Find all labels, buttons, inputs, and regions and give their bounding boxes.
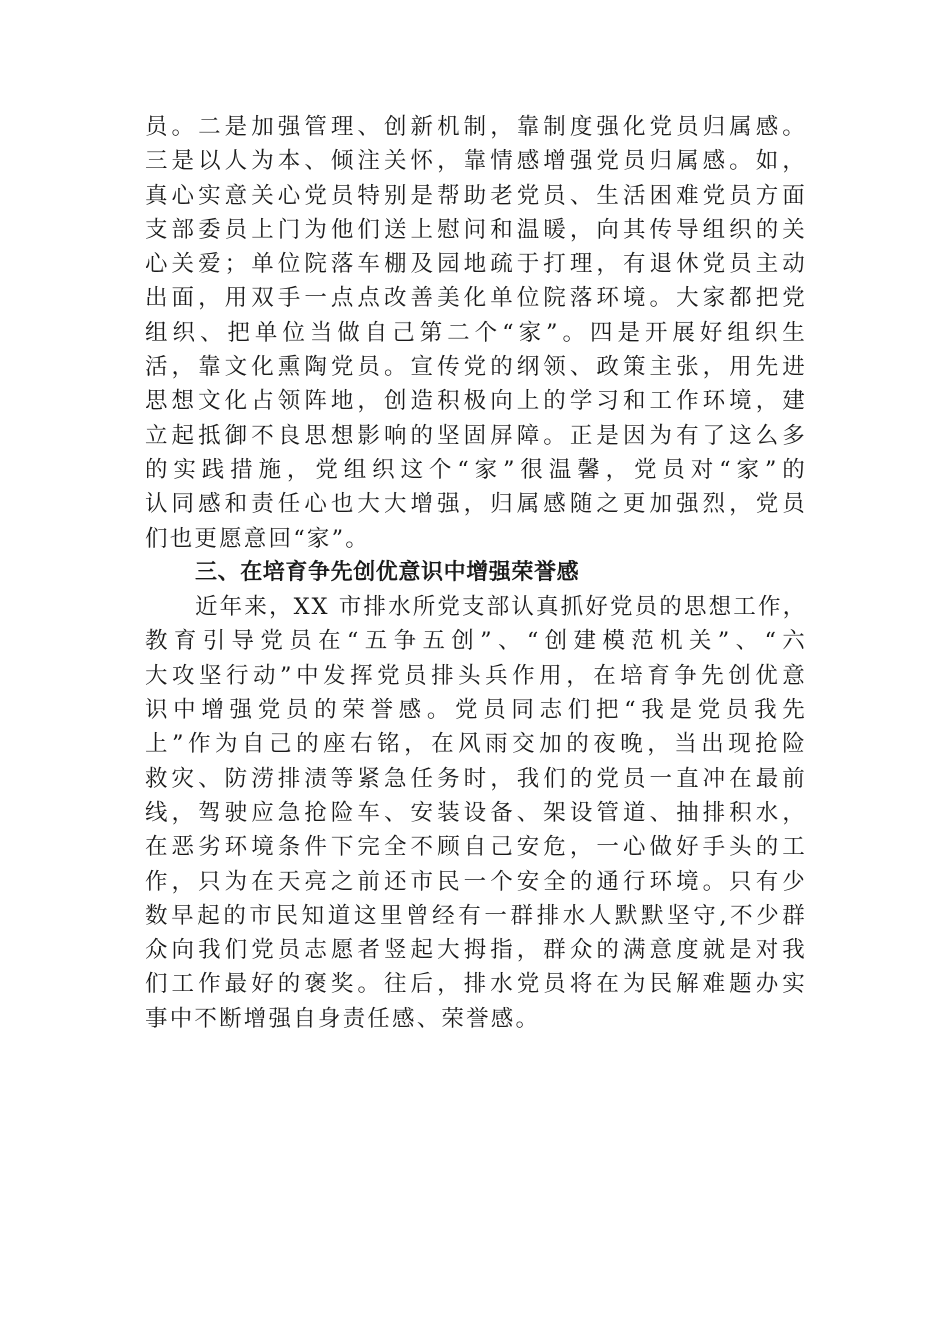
section-heading: 三、在培育争先创优意识中增强荣誉感 xyxy=(195,559,580,585)
paragraph-line: 们工作最好的褒奖。往后，排水党员将在为民解难题办实 xyxy=(145,971,807,998)
paragraph-line: 作，只为在天亮之前还市民一个安全的通行环境。只有少 xyxy=(145,868,807,895)
paragraph-line: 众向我们党员志愿者竖起大拇指，群众的满意度就是对我 xyxy=(145,937,807,964)
paragraph-line: 真心实意关心党员特别是帮助老党员、生活困难党员方面 xyxy=(145,182,807,209)
paragraph-line: 救灾、防涝排渍等紧急任务时，我们的党员一直冲在最前 xyxy=(145,765,807,792)
paragraph-line: 思想文化占领阵地，创造积极向上的学习和工作环境，建 xyxy=(145,388,807,415)
paragraph-line: 组织、把单位当做自己第二个“家”。四是开展好组织生 xyxy=(145,319,807,346)
paragraph-line: 上”作为自己的座右铭，在风雨交加的夜晚，当出现抢险 xyxy=(145,731,807,758)
paragraph-line: 活，靠文化熏陶党员。宣传党的纲领、政策主张，用先进 xyxy=(145,354,807,381)
paragraph-line: 近年来，XX 市排水所党支部认真抓好党员的思想工作， xyxy=(195,594,807,621)
paragraph-line: 认同感和责任心也大大增强，归属感随之更加强烈，党员 xyxy=(145,491,807,518)
paragraph-line: 心关爱；单位院落车棚及园地疏于打理，有退休党员主动 xyxy=(145,251,807,278)
paragraph-line: 事中不断增强自身责任感、荣誉感。 xyxy=(145,1005,541,1032)
paragraph-line: 数早起的市民知道这里曾经有一群排水人默默坚守,不少群 xyxy=(145,902,807,929)
paragraph-line: 线，驾驶应急抢险车、安装设备、架设管道、抽排积水， xyxy=(145,799,807,826)
paragraph-line: 三是以人为本、倾注关怀，靠情感增强党员归属感。如， xyxy=(145,148,807,175)
paragraph-line: 出面，用双手一点点改善美化单位院落环境。大家都把党 xyxy=(145,285,807,312)
paragraph-line: 们也更愿意回“家”。 xyxy=(145,525,371,552)
paragraph-line: 识中增强党员的荣誉感。党员同志们把“我是党员我先 xyxy=(145,697,807,724)
paragraph-line: 在恶劣环境条件下完全不顾自己安危，一心做好手头的工 xyxy=(145,834,807,861)
paragraph-line: 大攻坚行动”中发挥党员排头兵作用，在培育争先创优意 xyxy=(145,662,807,689)
paragraph-line: 立起抵御不良思想影响的坚固屏障。正是因为有了这么多 xyxy=(145,422,807,449)
paragraph-line: 的实践措施，党组织这个“家”很温馨，党员对“家”的 xyxy=(145,456,807,483)
document-body xyxy=(145,110,807,1036)
paragraph-line: 教育引导党员在“五争五创”、“创建模范机关”、“六 xyxy=(145,628,807,655)
paragraph-line: 员。二是加强管理、创新机制，靠制度强化党员归属感。 xyxy=(145,114,807,140)
paragraph-line: 支部委员上门为他们送上慰问和温暖，向其传导组织的关 xyxy=(145,216,807,243)
